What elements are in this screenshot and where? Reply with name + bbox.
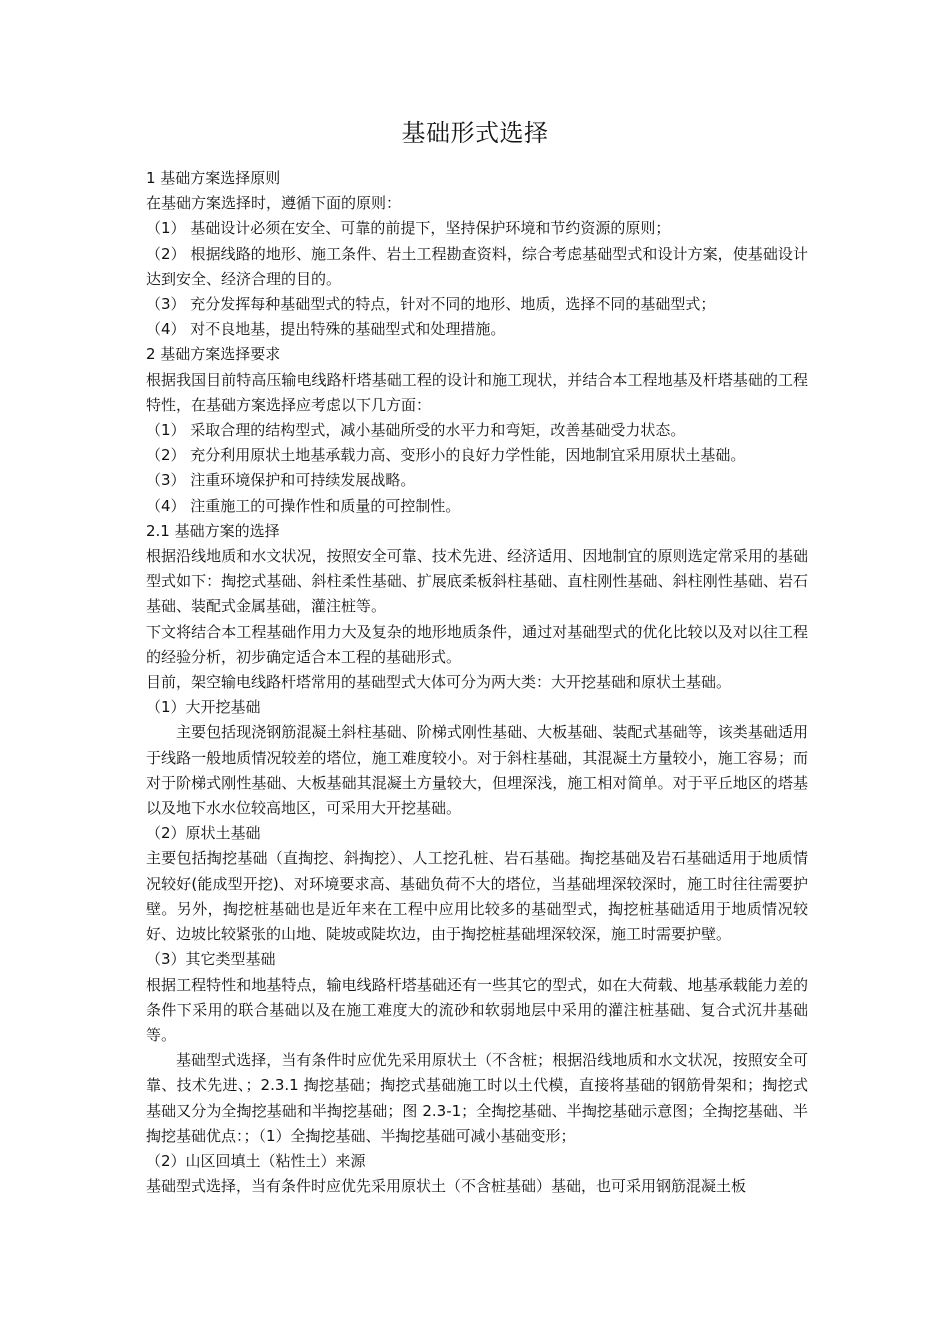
paragraph: 目前，架空输电线路杆塔常用的基础型式大体可分为两大类：大开挖基础和原状土基础。 xyxy=(146,673,732,692)
paragraph: 根据我国目前特高压输电线路杆塔基础工程的设计和施工现状，并结合本工程地基及杆塔基础的工程特性，在基础方案选择应考虑以下几方面： xyxy=(146,370,808,414)
paragraph: 下文将结合本工程基础作用力大及复杂的地形地质条件，通过对基础型式的优化比较以及对以往工程的经验分析，初步确定适合本工程的基础形式。 xyxy=(146,622,808,666)
document-title: 基础形式选择 xyxy=(401,119,549,147)
list-item: （2） 充分利用原状土地基承载力高、变形小的良好力学性能，因地制宜采用原状土基础。 xyxy=(146,446,746,465)
paragraph: 主要包括掏挖基础（直掏挖、斜掏挖）、人工挖孔桩、岩石基础。掏挖基础及岩石基础适用于地质情况较好(能成型开挖)、对环境要求高、基础负荷不大的塔位，当基础埋深较深时，施工时往往需要护壁。另外，掏挖桩基础也是近年来在工程中应用比较多的基础型式，掏挖桩基础适用于地质情况较好、边坡比较紧张的山地、陡坡或陡坎边，由于掏挖桩基础埋深较深，施工时需要护壁。 xyxy=(146,849,808,944)
list-item: （3） 注重环境保护和可持续发展战略。 xyxy=(146,471,416,490)
list-item: （4） 对不良地基，提出特殊的基础型式和处理措施。 xyxy=(146,320,506,339)
paragraph: 主要包括现浇钢筋混凝土斜柱基础、阶梯式刚性基础、大板基础、装配式基础等，该类基础适用于线路一般地质情况较差的塔位，施工难度较小。对于斜柱基础，其混凝土方量较小，施工容易；而对于阶梯式刚性基础、大板基础其混凝土方量较大，但埋深浅，施工相对简单。对于平丘地区的塔基以及地下水水位较高地区，可采用大开挖基础。 xyxy=(146,723,808,818)
paragraph: 根据工程特性和地基特点，输电线路杆塔基础还有一些其它的型式，如在大荷载、地基承载能力差的条件下采用的联合基础以及在施工难度大的流砂和软弱地层中采用的灌注桩基础、复合式沉井基础等。 xyxy=(146,975,808,1044)
subsection-heading: （1）大开挖基础 xyxy=(146,698,261,717)
list-item: （2） 根据线路的地形、施工条件、岩土工程勘查资料，综合考虑基础型式和设计方案，使基础设计达到安全、经济合理的目的。 xyxy=(146,244,808,288)
section-heading: 2.1 基础方案的选择 xyxy=(146,521,280,540)
subsection-heading: （3）其它类型基础 xyxy=(146,950,276,969)
subsection-heading: （2）原状土基础 xyxy=(146,824,261,843)
document-body xyxy=(146,166,808,1199)
section-heading: 1 基础方案选择原则 xyxy=(146,169,281,187)
paragraph: 在基础方案选择时，遵循下面的原则： xyxy=(146,194,402,213)
paragraph: 基础型式选择，当有条件时应优先采用原状土（不含桩；根据沿线地质和水文状况，按照安全可靠、技术先进、；2.3.1 掏挖基础；掏挖式基础施工时以土代模，直接将基础的钢筋骨架和；掏挖式基础又分为全掏挖基础和半掏挖基础；图 2.3-1；全掏挖基础、半掏挖基础示意图；全掏挖基础、半掏挖基础优点：；（1）全掏挖基础、半掏挖基础可减小基础变形； xyxy=(146,1051,808,1145)
list-item: （1） 基础设计必须在安全、可靠的前提下，坚持保护环境和节约资源的原则； xyxy=(146,219,671,238)
list-item: （3） 充分发挥每种基础型式的特点，针对不同的地形、地质，选择不同的基础型式； xyxy=(146,295,716,314)
list-item: （4） 注重施工的可操作性和质量的可控制性。 xyxy=(146,496,461,515)
section-heading: 2 基础方案选择要求 xyxy=(146,345,281,364)
subsection-heading: （2）山区回填土（粘性土）来源 xyxy=(146,1151,366,1170)
list-item: （1） 采取合理的结构型式，减小基础所受的水平力和弯矩，改善基础受力状态。 xyxy=(146,421,686,440)
paragraph: 根据沿线地质和水文状况，按照安全可靠、技术先进、经济适用、因地制宜的原则选定常采用的基础型式如下：掏挖式基础、斜柱柔性基础、扩展底柔板斜柱基础、直柱刚性基础、斜柱刚性基础、岩石基础、装配式金属基础，灌注桩等。 xyxy=(146,547,808,616)
paragraph: 基础型式选择，当有条件时应优先采用原状土（不含桩基础）基础，也可采用钢筋混凝土板 xyxy=(146,1177,747,1196)
